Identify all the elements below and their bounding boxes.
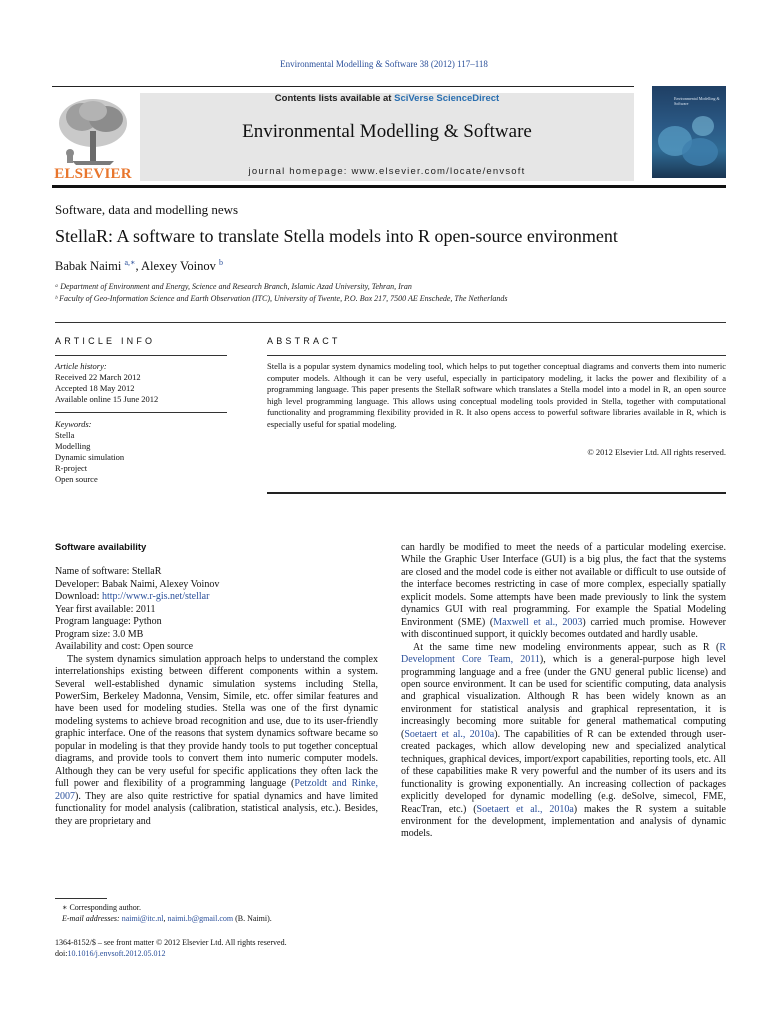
abstract-heading: ABSTRACT <box>267 336 341 346</box>
paragraph-text: can hardly be modified to meet the needs of a particular modeling exercise. While the Graphic User Interface (GUI) is a big plus, the fact that the systems are closed and the model code is either not available or difficult to use outside of the interface becomes restricting in case of more complex, especially spatially explicit models. Some attempts have been made previously to link the system dynamics GUI with real programming. For example the Spatial Modeling Environment (SME) ( <box>401 542 726 628</box>
author-name[interactable]: Babak Naimi <box>55 259 122 274</box>
doi-line <box>55 949 165 958</box>
software-developer: Developer: Babak Naimi, Alexey Voinov <box>55 578 220 590</box>
keyword-item: Open source <box>55 474 98 484</box>
online-date: Available online 15 June 2012 <box>55 394 159 404</box>
keywords-label: Keywords: <box>55 419 92 429</box>
contents-prefix: Contents lists available at <box>274 93 395 104</box>
body-paragraph <box>55 654 378 828</box>
section-tag: Software, data and modelling news <box>55 202 239 217</box>
header-bottom-rule <box>52 185 726 188</box>
software-availability-heading: Software availability <box>55 542 147 553</box>
paragraph-text: At the same time new modeling environments appear, such as R ( <box>413 641 720 653</box>
citation-link[interactable]: Petzoldt and Rinke, 2007 <box>55 778 378 802</box>
article-title: StellaR: A software to translate Stella models into R open-source environment <box>55 226 618 246</box>
issn-line: 1364-8152/$ – see front matter © 2012 Elsevier Ltd. All rights reserved. <box>55 938 287 947</box>
citation-link[interactable]: Soetaert et al., 2010a <box>476 803 574 815</box>
email-separator: , <box>163 914 168 923</box>
copyright-notice: © 2012 Elsevier Ltd. All rights reserved. <box>587 447 726 457</box>
journal-title: Environmental Modelling & Software <box>242 121 532 142</box>
author-list <box>55 258 223 274</box>
history-label: Article history: <box>55 361 107 371</box>
keyword-item: Stella <box>55 430 75 440</box>
email-suffix: (B. Naimi). <box>233 914 272 923</box>
email-link[interactable]: naimi@itc.nl <box>121 914 164 923</box>
email-label: E-mail addresses: <box>62 914 122 923</box>
email-link[interactable]: naimi.b@gmail.com <box>167 914 234 923</box>
download-label: Download: <box>55 591 102 603</box>
sciencedirect-link[interactable]: SciVerse ScienceDirect <box>394 93 500 104</box>
keywords-block <box>55 419 124 485</box>
software-availability: Availability and cost: Open source <box>55 641 194 653</box>
abstract-text: Stella is a popular system dynamics modeling tool, which helps to put together conceptual diagrams and converts them into numeric computer models. Although it can be very useful, especially in participatory modeling, it lacks the power and flexibility of a programming language. This paper presents the StellaR software which translates a Stella model into a model in R, an open source high level programming language. This allows using conceptual modeling tools provided in Stella, together with computational functionality and programming flexibility provided in R. It also opens access to powerful software libraries available in R, which is especially useful for spatial modeling. <box>267 361 726 429</box>
keyword-item: Modelling <box>55 441 91 451</box>
contents-available-line <box>140 93 634 104</box>
author-name[interactable]: Alexey Voinov <box>141 259 216 274</box>
abstract-rule <box>267 355 726 356</box>
paragraph-text: ). They are also quite restrictive for spatial dynamics and have limited functionality for model analysis (calibration, statistical analysis, etc.). Besides, they are proprietary and <box>55 790 378 827</box>
email-footnote <box>62 914 272 923</box>
citation-link[interactable]: R Development Core Team, 2011 <box>401 641 726 666</box>
body-paragraph <box>401 542 726 642</box>
software-year: Year first available: 2011 <box>55 603 156 615</box>
paragraph-text: The system dynamics simulation approach helps to understand the complex interrelationships existing between different components within a system. Several well-established dynamic simulation systems including Stella, PowerSim, Berkeley Madonna, Vensim, Simile, etc. offer similar features and have been used for modeling studies. Stella was one of the first dynamic modeling systems to achieve broad recognition and use, due to its user-friendly graphic interface. One of the reasons that system dynamics software became so popular in modeling is that they provide handy tools to put together conceptual diagrams, and provide tools to convert them into numeric computer models. Although they can be very useful for specific applications they often lack the full power and flexibility of a programming language ( <box>55 653 378 790</box>
cover-title: Environmental Modelling & Software <box>674 96 720 106</box>
article-info-heading: ARTICLE INFO <box>55 336 156 346</box>
download-link[interactable]: http://www.r-gis.net/stellar <box>101 591 210 603</box>
elsevier-wordmark: ELSEVIER <box>54 166 132 182</box>
doi-label: doi: <box>55 949 68 958</box>
author-marks[interactable]: a,∗ <box>124 258 136 267</box>
journal-homepage[interactable]: journal homepage: www.elsevier.com/locate/envsoft <box>248 166 526 177</box>
accepted-date: Accepted 18 May 2012 <box>55 383 135 393</box>
footnote-rule <box>55 898 107 899</box>
received-date: Received 22 March 2012 <box>55 372 141 382</box>
author-marks[interactable]: b <box>219 258 224 267</box>
corresponding-author-note: ∗ Corresponding author. <box>62 903 141 912</box>
paragraph-text: ). The capabilities of R can be extended through user-created packages, which allow developing new and specialized analytical techniques, graphical devices, import/export capabilities, reporting tools, etc. All of these capabilities make R very powerful and the number of its users and its functionality is growing exponentially. An increasing collection of packages explicitly developed for dynamic modelling (e.g. deSolve, simecol, FME, ReacTran, etc.) ( <box>401 728 727 815</box>
doi-link[interactable]: 10.1016/j.envsoft.2012.05.012 <box>67 949 166 958</box>
citation-link[interactable]: Soetaert et al., 2010a <box>404 728 495 740</box>
author-separator: , <box>135 259 141 274</box>
journal-citation: Environmental Modelling & Software 38 (2012) 117–118 <box>280 59 488 69</box>
affiliation-b: ᵇ Faculty of Geo-Information Science and Earth Observation (ITC), University of Twente, P.O. Box 217, 7500 AE Enschede, The Netherlands <box>55 294 508 303</box>
software-size: Program size: 3.0 MB <box>55 628 144 640</box>
citation-link[interactable]: Maxwell et al., 2003 <box>493 616 583 628</box>
title-divider <box>55 322 726 323</box>
software-language: Program language: Python <box>55 616 162 628</box>
keyword-item: R-project <box>55 463 88 473</box>
paragraph-text: ), which is a general-purpose high level programming language and a free (under the GNU general public license) and open source environment. It can be used for scientific computing, data analysis and graphical visualization. Although R has been widely known as an environment for statistical analysis and graphical representation, it is increasingly becoming more suitable for general mathematical computing ( <box>401 654 726 740</box>
software-download <box>55 591 378 603</box>
keywords-rule <box>55 412 227 413</box>
affiliation-a: ᵃ Department of Environment and Energy, Science and Research Branch, Islamic Azad University, Tehran, Iran <box>55 282 412 291</box>
keyword-item: Dynamic simulation <box>55 452 125 462</box>
paragraph-text: ) makes the R system a suitable environment for the development, implementation and analysis of dynamic models. <box>401 803 726 840</box>
article-history <box>55 361 158 405</box>
body-left-column <box>55 542 378 828</box>
software-name: Name of software: StellaR <box>55 566 162 578</box>
abstract-bottom-rule <box>267 492 726 494</box>
article-info-rule <box>55 355 227 356</box>
journal-cover-image <box>652 86 726 178</box>
body-paragraph <box>401 642 726 841</box>
body-right-column <box>401 542 726 841</box>
paragraph-text: ) carried much promise. However with discontinued support, it quickly becomes outdated and hardly usable. <box>401 616 727 641</box>
header-top-rule <box>52 86 634 87</box>
